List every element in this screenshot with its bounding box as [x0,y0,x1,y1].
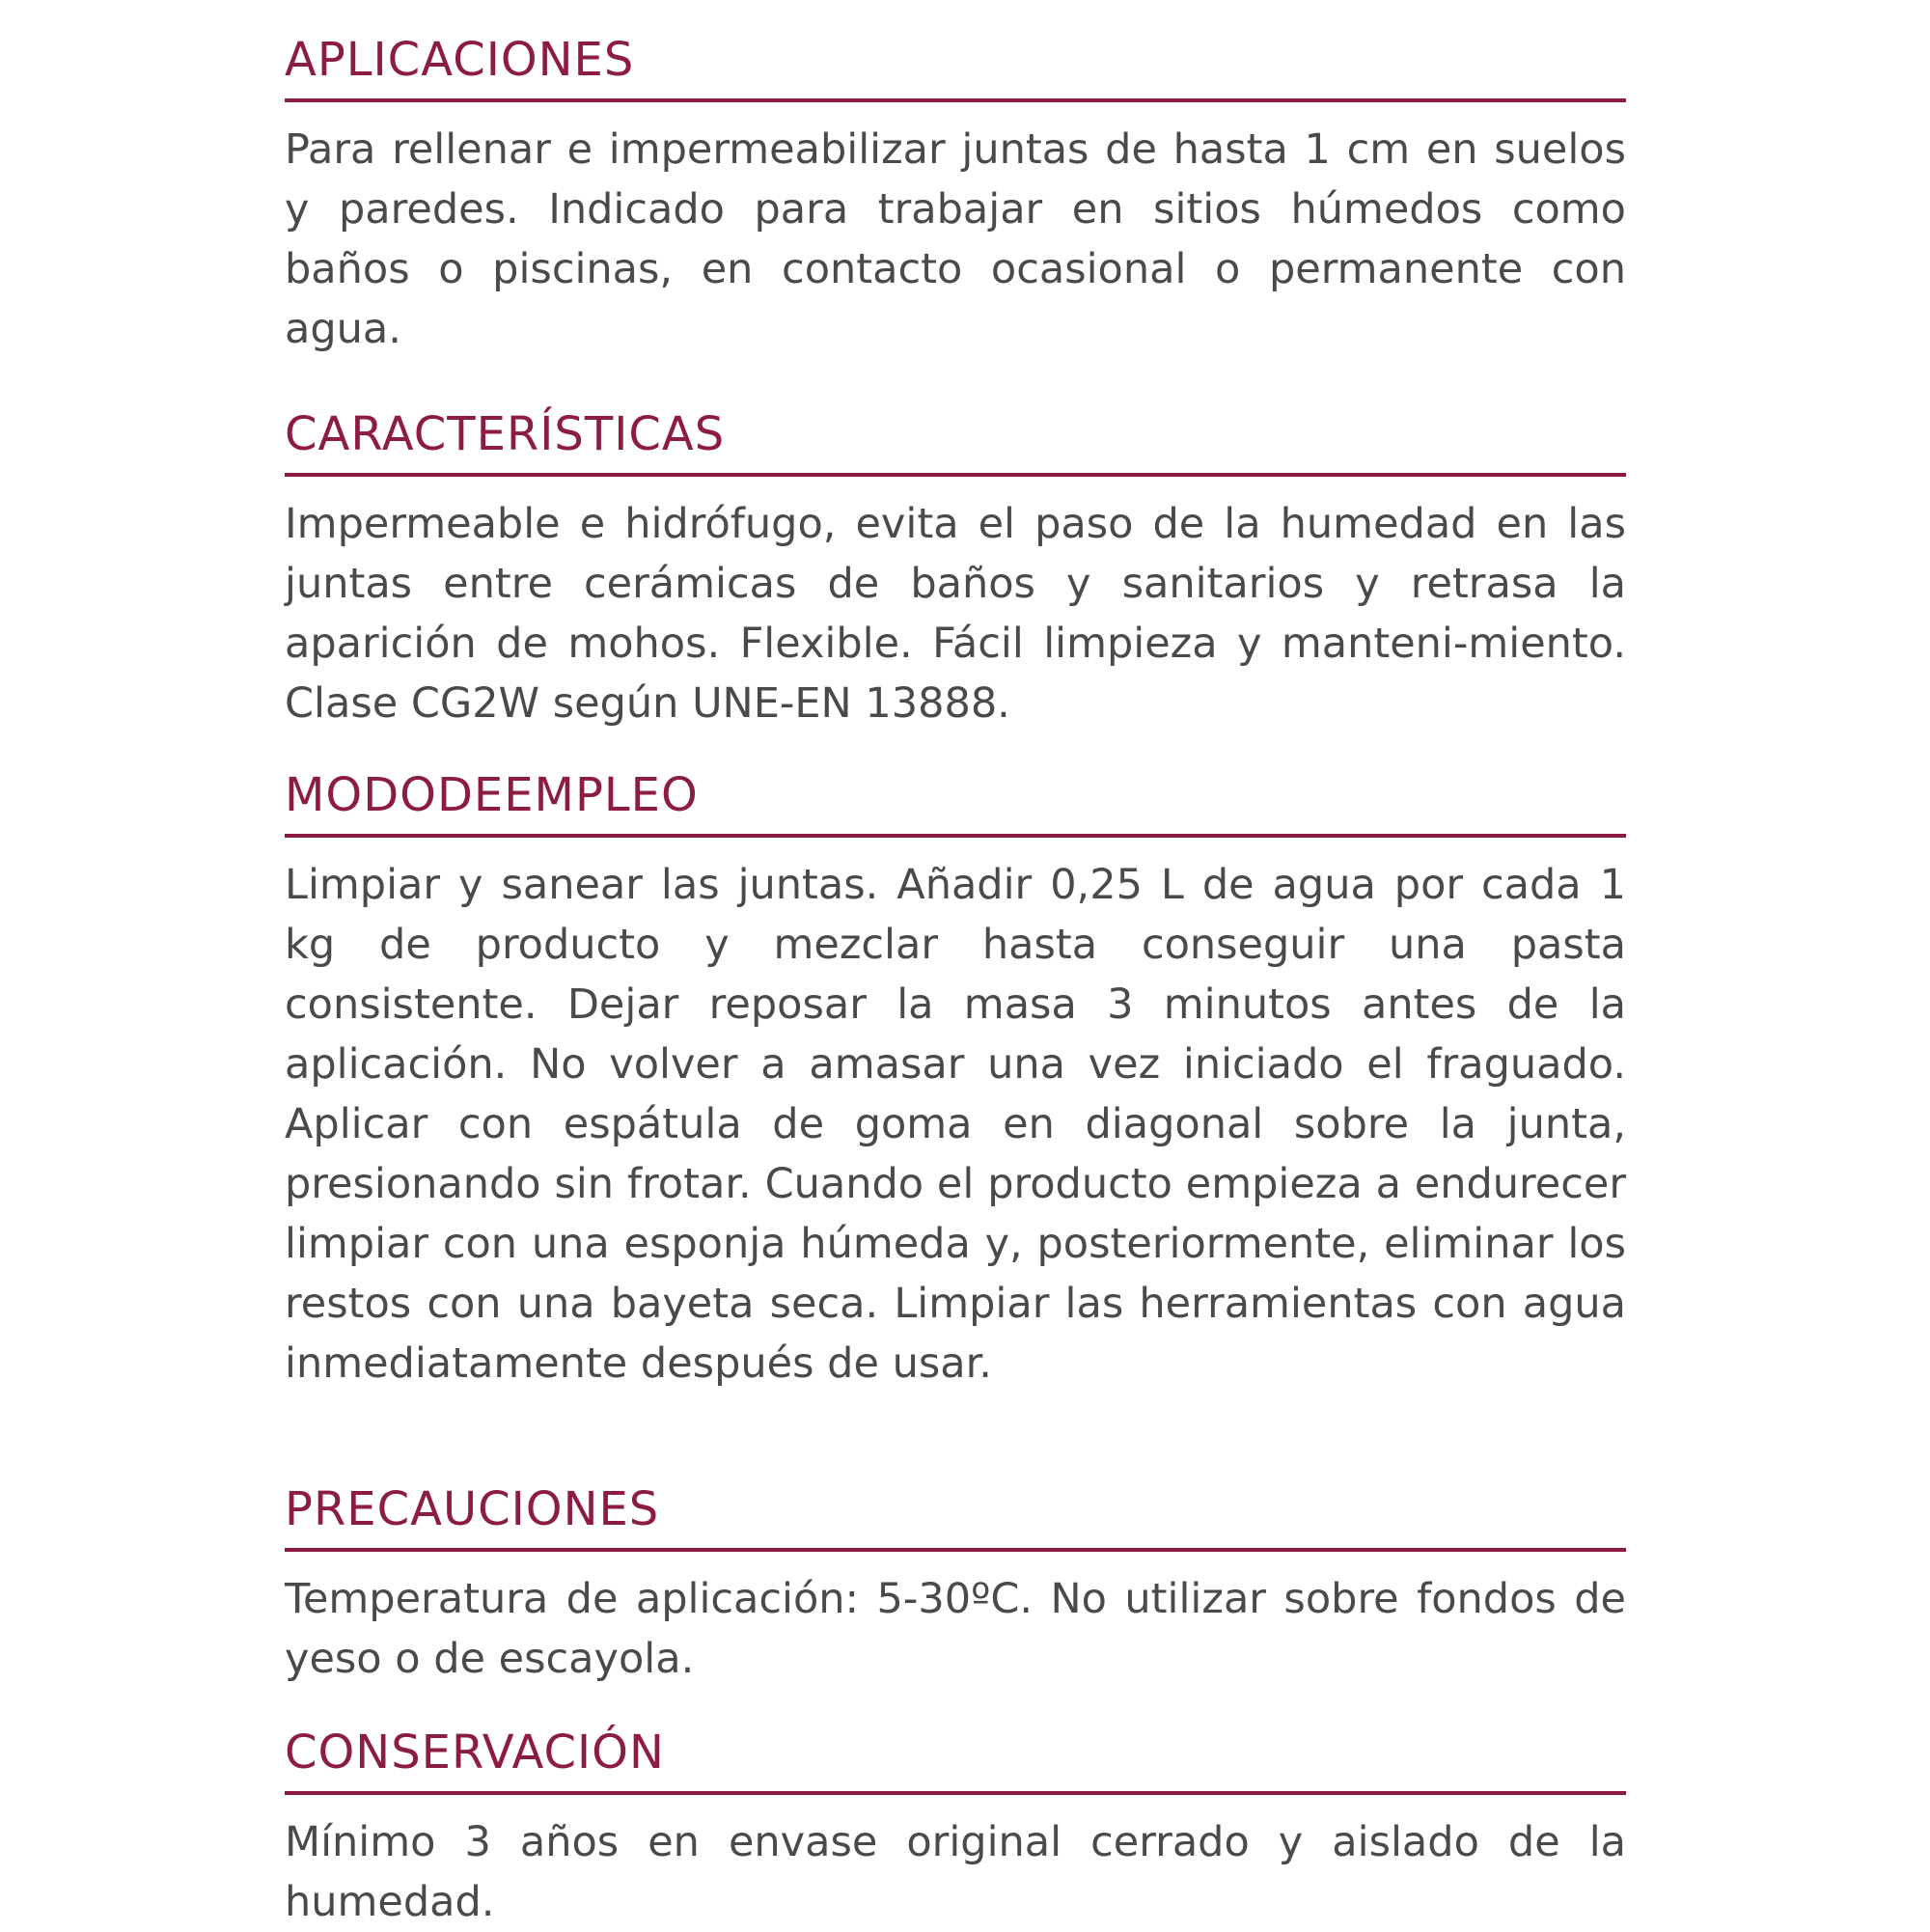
section-heading: PRECAUCIONES [285,1482,660,1536]
section-heading: APLICACIONES [285,33,635,87]
section-divider [285,473,1626,477]
section-text: Mínimo 3 años en envase original cerrado y aislado de la humedad. [285,1818,1626,1926]
section-divider [285,1791,1626,1795]
section-text: Limpiar y sanear las juntas. Añadir 0,25 L de agua por cada 1 kg de producto y mezclar hasta conseguir una pasta consistente. Dejar reposar la masa 3 minutos antes de la aplicación. No volver a amasar una vez iniciado el fraguado. Aplicar con espátula de goma en diagonal sobre la junta, presionando sin frotar. Cuando el producto empieza a endurecer limpiar con una esponja húmeda y, posteriormente, eliminar los restos con una bayeta seca. Limpiar las herramientas con agua inmediatamente después de usar. [285,861,1626,1388]
section-heading: CONSERVACIÓN [285,1725,665,1780]
section-caracteristicas [285,403,1626,733]
section-text: Para rellenar e impermeabilizar juntas de hasta 1 cm en suelos y paredes. Indicado para trabajar en sitios húmedos como baños o piscinas, en contacto ocasional o permanente con agua. [285,125,1626,353]
section-text: Temperatura de aplicación: 5-30ºC. No utilizar sobre fondos de yeso o de escayola. [285,1575,1626,1683]
section-heading: CARACTERÍSTICAS [285,407,726,461]
section-conservacion [285,1722,1626,1932]
section-precauciones [285,1478,1626,1689]
section-divider [285,1548,1626,1552]
section-divider [285,834,1626,838]
section-heading: MODODEEMPLEO [285,768,699,822]
section-aplicaciones [285,29,1626,359]
section-text: Impermeable e hidrófugo, evita el paso de la humedad en las juntas entre cerámicas de baños y sanitarios y retrasa la aparición de mohos. Flexible. Fácil limpieza y manteni-miento. Clase CG2W según UNE-EN 13888. [285,500,1626,728]
section-divider [285,98,1626,102]
section-modo-de-empleo [285,764,1626,1394]
